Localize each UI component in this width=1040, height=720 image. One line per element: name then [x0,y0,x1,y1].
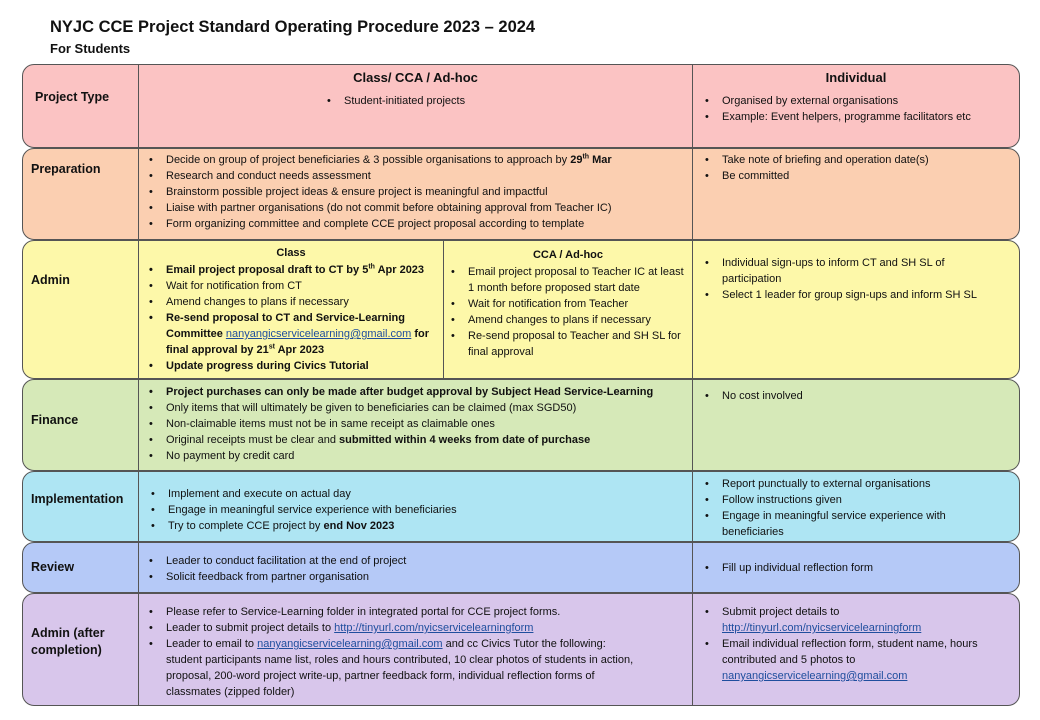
item-text: Apr 2023 [274,344,325,356]
admin-label-cell [23,241,139,378]
preparation-class-cell [139,149,693,239]
individual-list [703,388,803,404]
item-text: Apr 2023 [374,264,425,276]
list-item: • Email project proposal to Teacher IC at least 1 month before proposed start date [449,264,689,296]
list-item: • Amend changes to plans if necessary [147,294,443,310]
list-item: • Only items that will ultimately be given to beneficiaries can be claimed (max SGD50) [147,400,691,416]
item-text: and cc Civics Tutor the following: student participants name list, roles and hours contributed, 10 clear photos of students in action, proposal, 200-word project write-up, partner feedback form, individual reflection forms of classmates (zipped folder) [166,638,634,698]
email-link[interactable]: nanyangicservicelearning@gmail.com [257,638,443,650]
row-label: Admin (after completion) [31,626,105,657]
finance-individual-cell [693,380,1019,470]
list-item [703,604,985,636]
list-item: • Fill up individual reflection form [703,560,873,576]
individual-list [703,560,873,576]
row-label: Admin [31,273,70,287]
finance-class-cell [139,380,693,470]
list-item: • Non-claimable items must not be in same receipt as claimable ones [147,416,691,432]
list-item: • Take note of briefing and operation date(s) [703,152,929,168]
list-item: • Research and conduct needs assessment [147,168,687,184]
individual-list [703,476,1003,540]
list-item: • Follow instructions given [703,492,1003,508]
review-class-cell [139,543,693,592]
implementation-individual-cell [693,472,1019,541]
list-item: • Leader to conduct facilitation at the end of project [147,553,687,569]
list-item [147,262,443,278]
item-text: Email individual reflection form, student name, hours contributed and 5 photos to [722,638,978,666]
list-item: • No payment by credit card [147,448,691,464]
deadline-month: Mar [589,154,612,166]
item-text: Decide on group of project beneficiaries & 3 possible organisations to approach by [166,154,571,166]
list-item: • Update progress during Civics Tutorial [147,358,443,374]
list-item: • Solicit feedback from partner organisation [147,569,687,585]
row-label: Project Type [35,90,110,104]
finance-label-cell [23,380,139,470]
class-list [147,553,687,585]
list-item [149,518,689,534]
row-label: Preparation [31,162,101,176]
row-project-type [22,64,1020,148]
list-item: • Engage in meaningful service experience with beneficiaries [149,502,689,518]
row-label: Finance [31,413,79,427]
email-link[interactable]: nanyangicservicelearning@gmail.com [722,670,908,682]
list-item: • Amend changes to plans if necessary [449,312,689,328]
cca-list [449,264,689,360]
list-item: • Engage in meaningful service experience with beneficiaries [703,508,1003,540]
list-item: • Student-initiated projects [325,93,465,109]
row-implementation [22,471,1020,542]
item-text-bold: submitted within 4 weeks from date of purchase [339,434,591,446]
list-item: • Select 1 leader for group sign-ups and inform SH SL [703,287,1003,303]
deadline-suffix: th [582,153,590,161]
row-finance [22,379,1020,471]
list-item: • Be committed [703,168,929,184]
deadline [570,154,611,166]
list-item: • Wait for notification from CT [147,278,443,294]
list-item [147,310,443,358]
list-item: • Wait for notification from Teacher [449,296,689,312]
list-item: • Individual sign-ups to inform CT and SH SL of participation [703,255,1003,287]
class-list [147,262,443,374]
individual-list [703,604,985,684]
email-link[interactable]: nanyangicservicelearning@gmail.com [225,328,412,340]
list-item: • Please refer to Service-Learning folder in integrated portal for CCE project forms. [147,604,637,620]
date-suffix: st [268,343,275,351]
page-title: NYJC CCE Project Standard Operating Procedure 2023 – 2024 [50,18,536,36]
date-suffix: th [368,263,375,271]
list-item: • Brainstorm possible project ideas & ensure project is meaningful and impactful [147,184,687,200]
admin-after-class-cell [139,594,693,705]
individual-list [703,255,1003,303]
list-item: • Example: Event helpers, programme facilitators etc [703,109,971,125]
class-list [149,486,689,534]
column-divider [443,241,444,378]
list-item: • Re-send proposal to Teacher and SH SL for final approval [449,328,689,360]
item-text: Re-send proposal to CT and Service-Learning Committee [166,312,405,340]
list-item: • Implement and execute on actual day [149,486,689,502]
list-item [147,152,687,168]
form-link[interactable]: http://tinyurl.com/nyicservicelearningform [722,622,922,634]
class-list [147,604,637,700]
form-link[interactable]: http://tinyurl.com/nyicservicelearningform [334,622,534,634]
row-label: Review [31,560,75,574]
review-label-cell [23,543,139,592]
list-item: • Liaise with partner organisations (do not commit before obtaining approval from Teacher IC) [147,200,687,216]
list-item: • Report punctually to external organisations [703,476,1003,492]
item-text: Leader to submit project details to [166,622,335,634]
row-review [22,542,1020,593]
admin-after-individual-cell [693,594,1019,705]
admin-class-cell [139,241,693,378]
individual-list [703,152,929,184]
item-text: Leader to email to [166,638,258,650]
row-admin [22,240,1020,379]
admin-individual-cell [693,241,1019,378]
item-text: Try to complete CCE project by [168,520,324,532]
implementation-class-cell [139,472,693,541]
item-text-bold: end Nov 2023 [323,520,395,532]
preparation-label-cell [23,149,139,239]
row-admin-after [22,593,1020,706]
list-item: • Form organizing committee and complete CCE project proposal according to template [147,216,687,232]
page-subtitle: For Students [50,41,131,56]
preparation-individual-cell [693,149,1019,239]
item-text: Original receipts must be clear and [166,434,340,446]
project-type-class-cell [139,65,693,147]
column-header-class-sub: Class [276,247,306,259]
implementation-label-cell [23,472,139,541]
list-item: • No cost involved [703,388,803,404]
column-header-individual: Individual [825,70,887,85]
class-list [147,152,687,232]
project-type-label-cell [23,65,139,147]
list-item [147,432,691,448]
column-header-class: Class/ CCA / Ad-hoc [353,70,478,85]
class-list [325,93,465,109]
class-list [147,384,691,464]
row-label: Implementation [31,492,124,506]
item-text: Email project proposal draft to CT by 5 [166,264,369,276]
item-text: for final approval by 21 [166,328,430,356]
review-individual-cell [693,543,1019,592]
column-header-cca: CCA / Ad-hoc [532,249,604,261]
row-preparation [22,148,1020,240]
item-text: Submit project details to [722,606,840,618]
list-item: • Project purchases can only be made after budget approval by Subject Head Service-Learning [147,384,691,400]
deadline-day: 29 [570,154,583,166]
individual-list [703,93,971,125]
admin-after-label-cell [23,594,139,705]
list-item [703,636,985,684]
list-item [147,620,637,636]
list-item: • Organised by external organisations [703,93,971,109]
project-type-individual-cell [693,65,1019,147]
list-item [147,636,637,700]
